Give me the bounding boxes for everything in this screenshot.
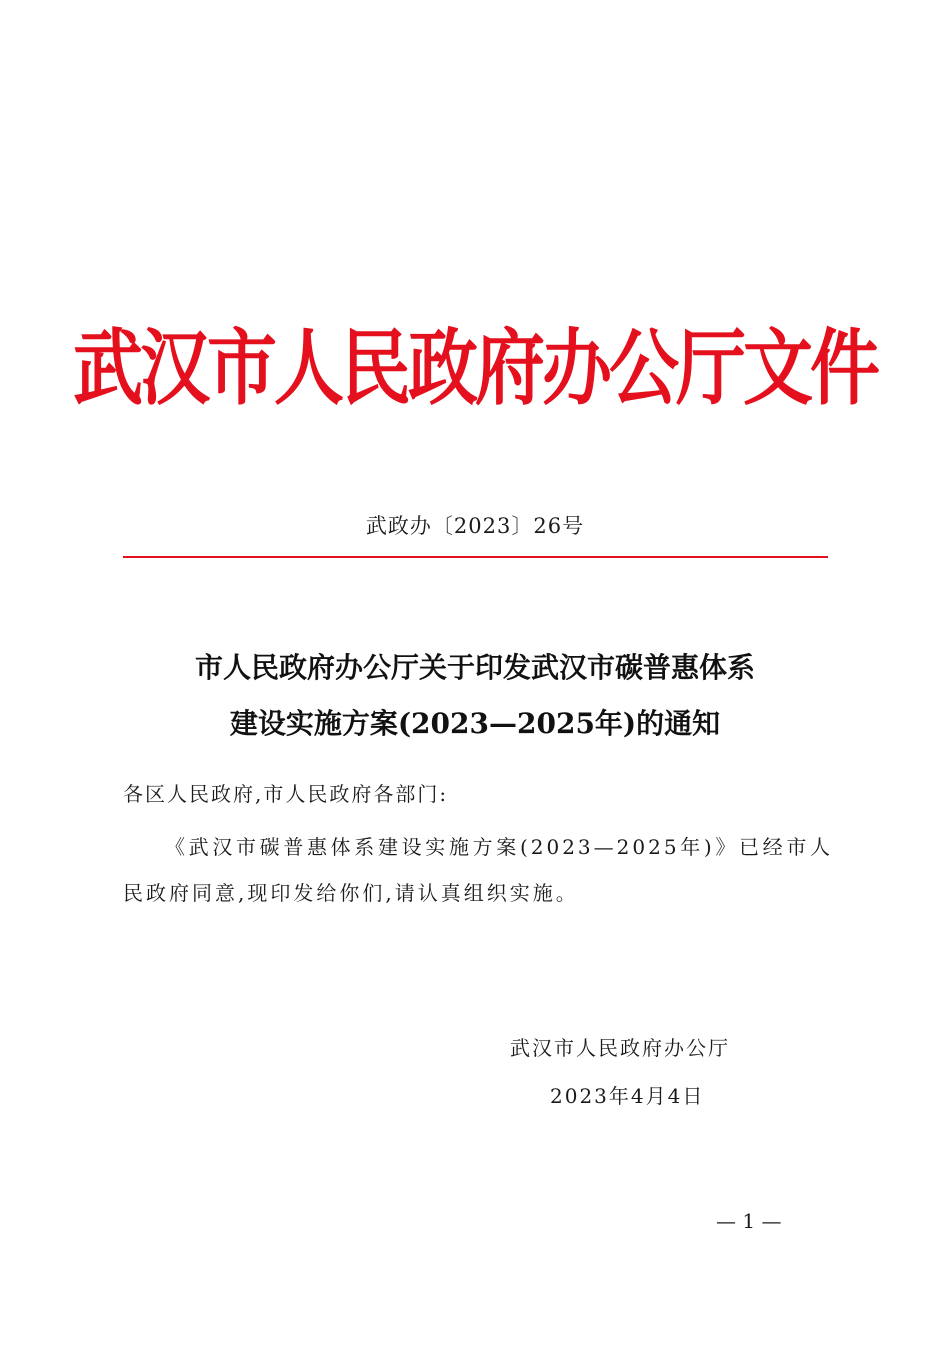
notice-title-line-1: 市人民政府办公厅关于印发武汉市碳普惠体系	[194, 651, 755, 684]
notice-title-line-2: 建设实施方案(2023—2025年)的通知	[229, 707, 721, 740]
notice-title	[120, 640, 830, 752]
salutation: 各区人民政府,市人民政府各部门:	[123, 782, 449, 806]
issuing-office: 武汉市人民政府办公厅	[510, 1036, 730, 1060]
document-masthead: 武汉市人民政府办公厅文件	[73, 319, 877, 417]
red-divider-line	[123, 556, 828, 558]
issue-date: 2023年4月4日	[550, 1084, 705, 1108]
body-paragraph: 《武汉市碳普惠体系建设实施方案(2023—2025年)》已经市人民政府同意,现印发给你们,请认真组织实施。	[123, 835, 833, 905]
page-number: — 1 —	[716, 1209, 782, 1233]
document-number: 武政办〔2023〕26号	[365, 514, 585, 538]
